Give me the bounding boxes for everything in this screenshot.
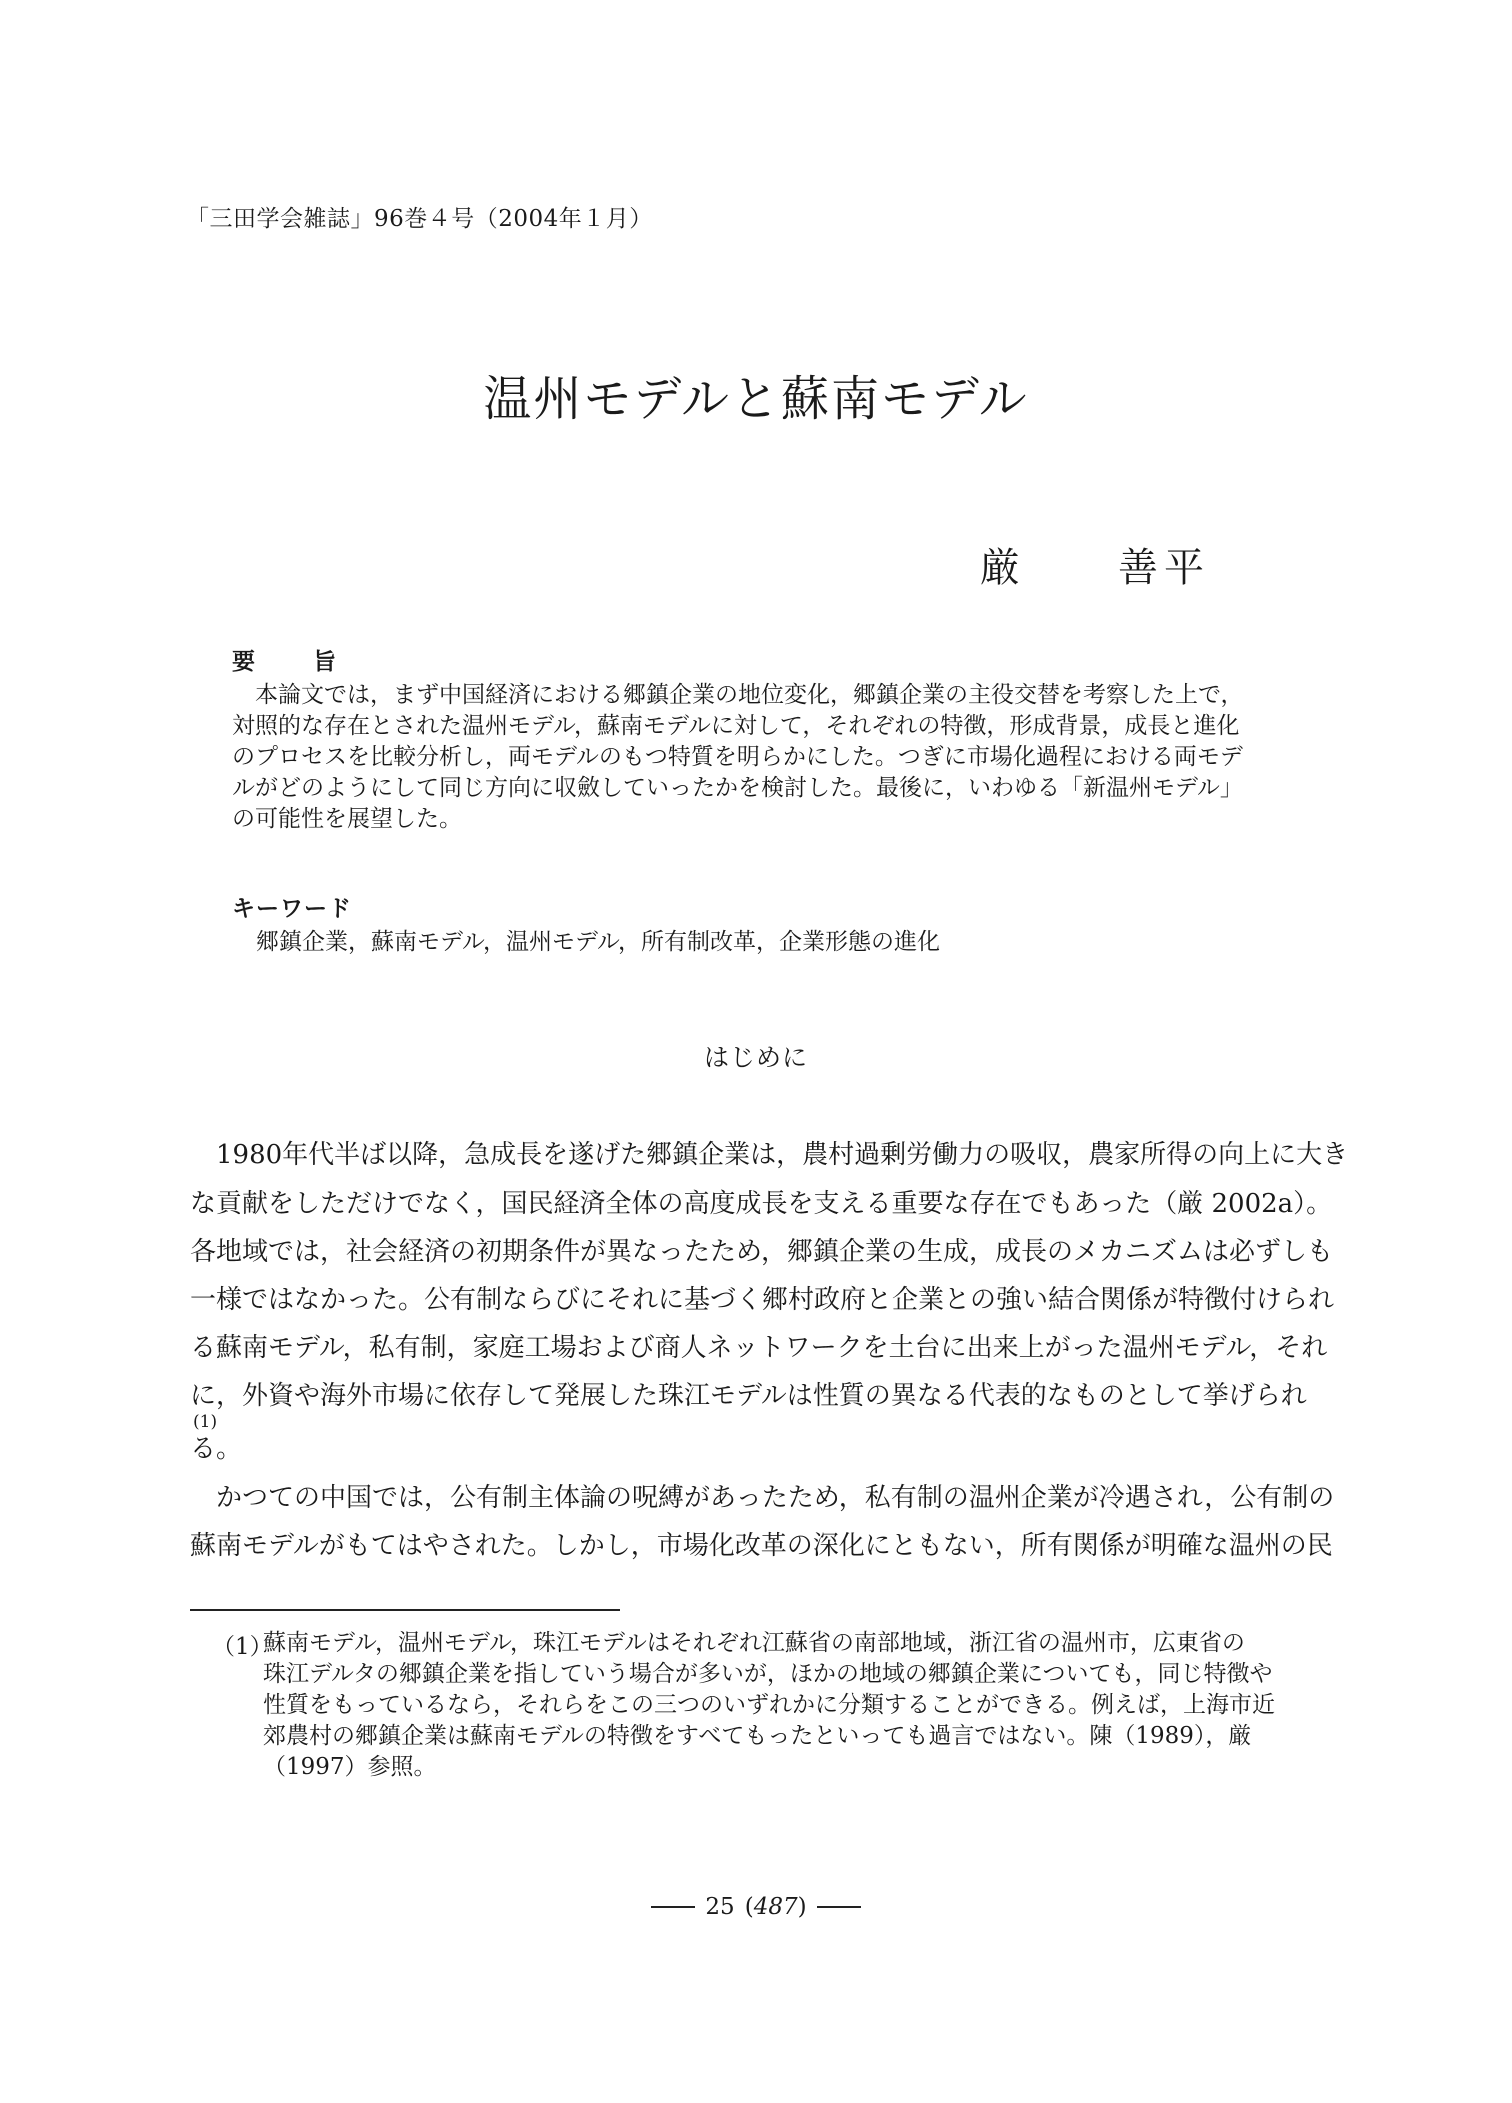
page-footer — [0, 1888, 1512, 1920]
page-number-dash — [817, 1906, 861, 1908]
footnote-line: 郊農村の郷鎮企業は蘇南モデルの特徴をすべてもったといっても過言ではない。陳（1989），厳 — [263, 1723, 1252, 1749]
abstract-line: 対照的な存在とされた温州モデル，蘇南モデルに対して，それぞれの特徴，形成背景，成長と進化 — [232, 713, 1240, 739]
abstract-line: 本論文では，まず中国経済における郷鎮企業の地位変化，郷鎮企業の主役交替を考察した上で， — [232, 682, 1244, 708]
body-line: 1980年代半ば以降，急成長を遂げた郷鎮企業は，農村過剰労働力の吸収，農家所得の向上に大き — [190, 1140, 1349, 1170]
body-line: 一様ではなかった。公有制ならびにそれに基づく郷村政府と企業との強い結合関係が特徴付けられ — [190, 1285, 1335, 1315]
footnote-line: 蘇南モデル，温州モデル，珠江モデルはそれぞれ江蘇省の南部地域，浙江省の温州市，広東省の — [263, 1630, 1245, 1656]
abstract-label: 要 旨 — [232, 649, 340, 675]
volume-page-number: (487) — [744, 1894, 807, 1920]
journal-citation: 「三田学会雑誌」96巻４号（2004年１月） — [186, 206, 653, 232]
article-title: 温州モデルと蘇南モデル — [483, 371, 1029, 427]
body-line: 蘇南モデルがもてはやされた。しかし，市場化改革の深化にともない，所有関係が明確な温州の民 — [190, 1531, 1333, 1561]
body-line: かつての中国では，公有制主体論の呪縛があったため，私有制の温州企業が冷遇され，公有制の — [190, 1483, 1335, 1513]
body-line: る蘇南モデル，私有制，家庭工場および商人ネットワークを土台に出来上がった温州モデル，それ — [190, 1333, 1328, 1363]
body-line: な貢献をしただけでなく，国民経済全体の高度成長を支える重要な存在でもあった（厳 2002a）。 — [190, 1189, 1333, 1219]
page-number-dash — [651, 1906, 695, 1908]
body-line: に，外資や海外市場に依存して発展した珠江モデルは性質の異なる代表的なものとして挙げられ — [190, 1381, 1307, 1411]
section-heading: はじめに — [703, 1043, 808, 1072]
body-line: る。 — [190, 1434, 243, 1464]
footnote-line: 性質をもっているなら，それらをこの三つのいずれかに分類することができる。例えば，上海市近 — [263, 1692, 1275, 1718]
footnote-divider — [190, 1609, 620, 1611]
footnote-marker[interactable]: (1) — [193, 1412, 218, 1432]
author-name: 厳 善平 — [980, 545, 1210, 591]
abstract-line: ルがどのようにして同じ方向に収斂していったかを検討した。最後に，いわゆる「新温州モデル」 — [232, 775, 1243, 801]
abstract-line: の可能性を展望した。 — [232, 806, 462, 832]
abstract-line: のプロセスを比較分析し，両モデルのもつ特質を明らかにした。つぎに市場化過程における両モデ — [232, 744, 1243, 770]
keywords-list: 郷鎮企業，蘇南モデル，温州モデル，所有制改革，企業形態の進化 — [256, 929, 941, 955]
footnote-line: （1997）参照。 — [263, 1754, 437, 1780]
page-number: 25 — [705, 1894, 735, 1920]
keywords-label: キーワード — [232, 896, 352, 922]
body-line: 各地域では，社会経済の初期条件が異なったため，郷鎮企業の生成，成長のメカニズムは必ずしも — [190, 1237, 1333, 1267]
footnote-number: （1） — [212, 1634, 273, 1660]
footnote-line: 珠江デルタの郷鎮企業を指していう場合が多いが，ほかの地域の郷鎮企業についても，同じ特徴や — [263, 1661, 1273, 1687]
